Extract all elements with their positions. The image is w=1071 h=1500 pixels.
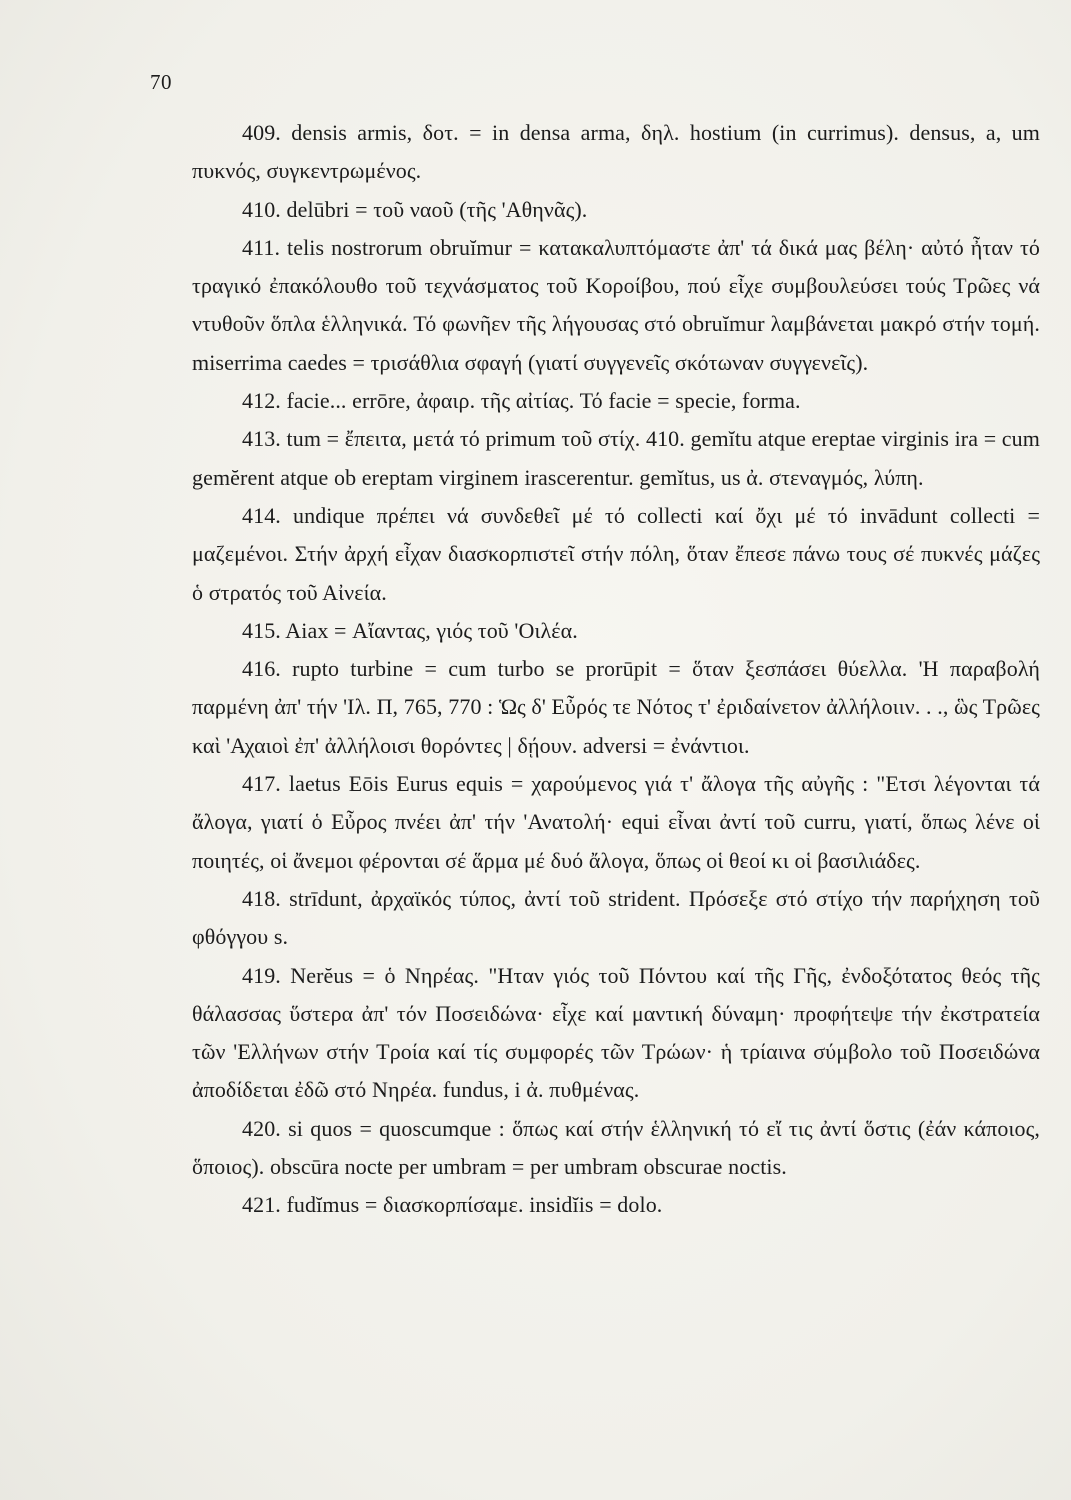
commentary-entry-415: 415. Aiax = Αἴαντας, γιός τοῦ 'Οιλέα. [242,617,578,643]
commentary-entry-410: 410. delūbri = τοῦ ναοῦ (τῆς 'Αθηνᾶς). [242,196,588,222]
commentary-entry-416: 416. rupto turbine = cum turbo se prorūpit = ὅταν ξεσπάσει θύελλα. 'Η παραβολή παρμένη ἀπ' τήν 'Ιλ. Π, 765, 770 : Ὡς δ' Εὖρός τε Νότος τ' ἐριδαίνετον ἀλλήλοιιν. . ., ὣς Τρῶες καὶ 'Αχαιοὶ ἐπ' ἀλλήλοισι θορόντες | δῄουν. adversi = ἐνάντιοι. [192,656,1040,758]
commentary-entry-418: 418. strīdunt, ἀρχαϊκός τύπος, ἀντί τοῦ strident. Πρόσεξε στό στίχο τήν παρήχηση τοῦ φθόγγου s. [192,885,1040,950]
commentary-entry-411: 411. telis nostrorum obruĭmur = κατακαλυπτόμαστε ἀπ' τά δικά μας βέλη· αὐτό ἦταν τό τραγικό ἐπακόλουθο τοῦ τεχνάσματος τοῦ Κοροίβου, πού εἶχε συμβουλεύσει τούς Τρῶες νά ντυθοῦν ὅπλα ἑλληνικά. Τό φωνῆεν τῆς λήγουσας στό obruĭmur λαμβάνεται μακρό στήν τομή. miserrima caedes = τρισάθλια σφαγή (γιατί συγγενεῖς σκότωναν συγγενεῖς). [192,234,1040,375]
page-number: 70 [150,70,172,94]
commentary-text [192,114,1040,1225]
commentary-entry-420: 420. si quos = quoscumque : ὅπως καί στήν ἑλληνική τό εἴ τις ἀντί ὅστις (ἐάν κάποιος, ὅποιος). obscūra nocte per umbram = per umbram obscurae noctis. [192,1115,1040,1180]
commentary-entry-409: 409. densis armis, δοτ. = in densa arma, δηλ. hostium (in currimus). densus, a, um πυκνός, συγκεντρωμένος. [192,120,1040,184]
commentary-entry-412: 412. facie... errōre, ἀφαιρ. τῆς αἰτίας. Τό facie = specie, forma. [242,388,801,414]
commentary-entry-419: 419. Nerĕus = ὁ Νηρέας. "Ηταν γιός τοῦ Πόντου καί τῆς Γῆς, ἐνδοξότατος θεός τῆς θάλασσας ὕστερα ἀπ' τόν Ποσειδώνα· εἶχε καί μαντική δύναμη· προφήτεψε τήν ἐκστρατεία τῶν 'Ελλήνων στήν Τροία καί τίς συμφορές τῶν Τρώων· ἡ τρίαινα σύμβολο τοῦ Ποσειδώνα ἀποδίδεται ἐδῶ στό Νηρέα. fundus, i ἀ. πυθμένας. [192,962,1040,1103]
commentary-entry-414: 414. undique πρέπει νά συνδεθεῖ μέ τό collecti καί ὄχι μέ τό invādunt collecti = μαζεμένοι. Στήν ἀρχή εἶχαν διασκορπιστεῖ στήν πόλη, ὅταν ἔπεσε πάνω τους σέ πυκνές μάζες ὁ στρατός τοῦ Αἰνεία. [192,502,1040,605]
commentary-entry-421: 421. fudĭmus = διασκορπίσαμε. insidĭis = dolo. [242,1192,663,1218]
commentary-entry-413: 413. tum = ἔπειτα, μετά τό primum τοῦ στίχ. 410. gemĭtu atque ereptae virginis ira = cum gemĕrent atque ob ereptam virginem irascerentur. gemĭtus, us ἀ. στεναγμός, λύπη. [192,426,1040,490]
commentary-entry-417: 417. laetus Eōis Eurus equis = χαρούμενος γιά τ' ἄλογα τῆς αὐγῆς : "Ετσι λέγονται τά ἄλογα, γιατί ὁ Εὖρος πνέει ἀπ' τήν 'Ανατολή· equi εἶναι ἀντί τοῦ curru, γιατί, ὅπως λένε οἱ ποιητές, οἱ ἄνεμοι φέρονται σέ ἅρμα μέ δυό ἄλογα, ὅπως οἱ θεοί κι οἱ βασιλιάδες. [192,771,1040,873]
